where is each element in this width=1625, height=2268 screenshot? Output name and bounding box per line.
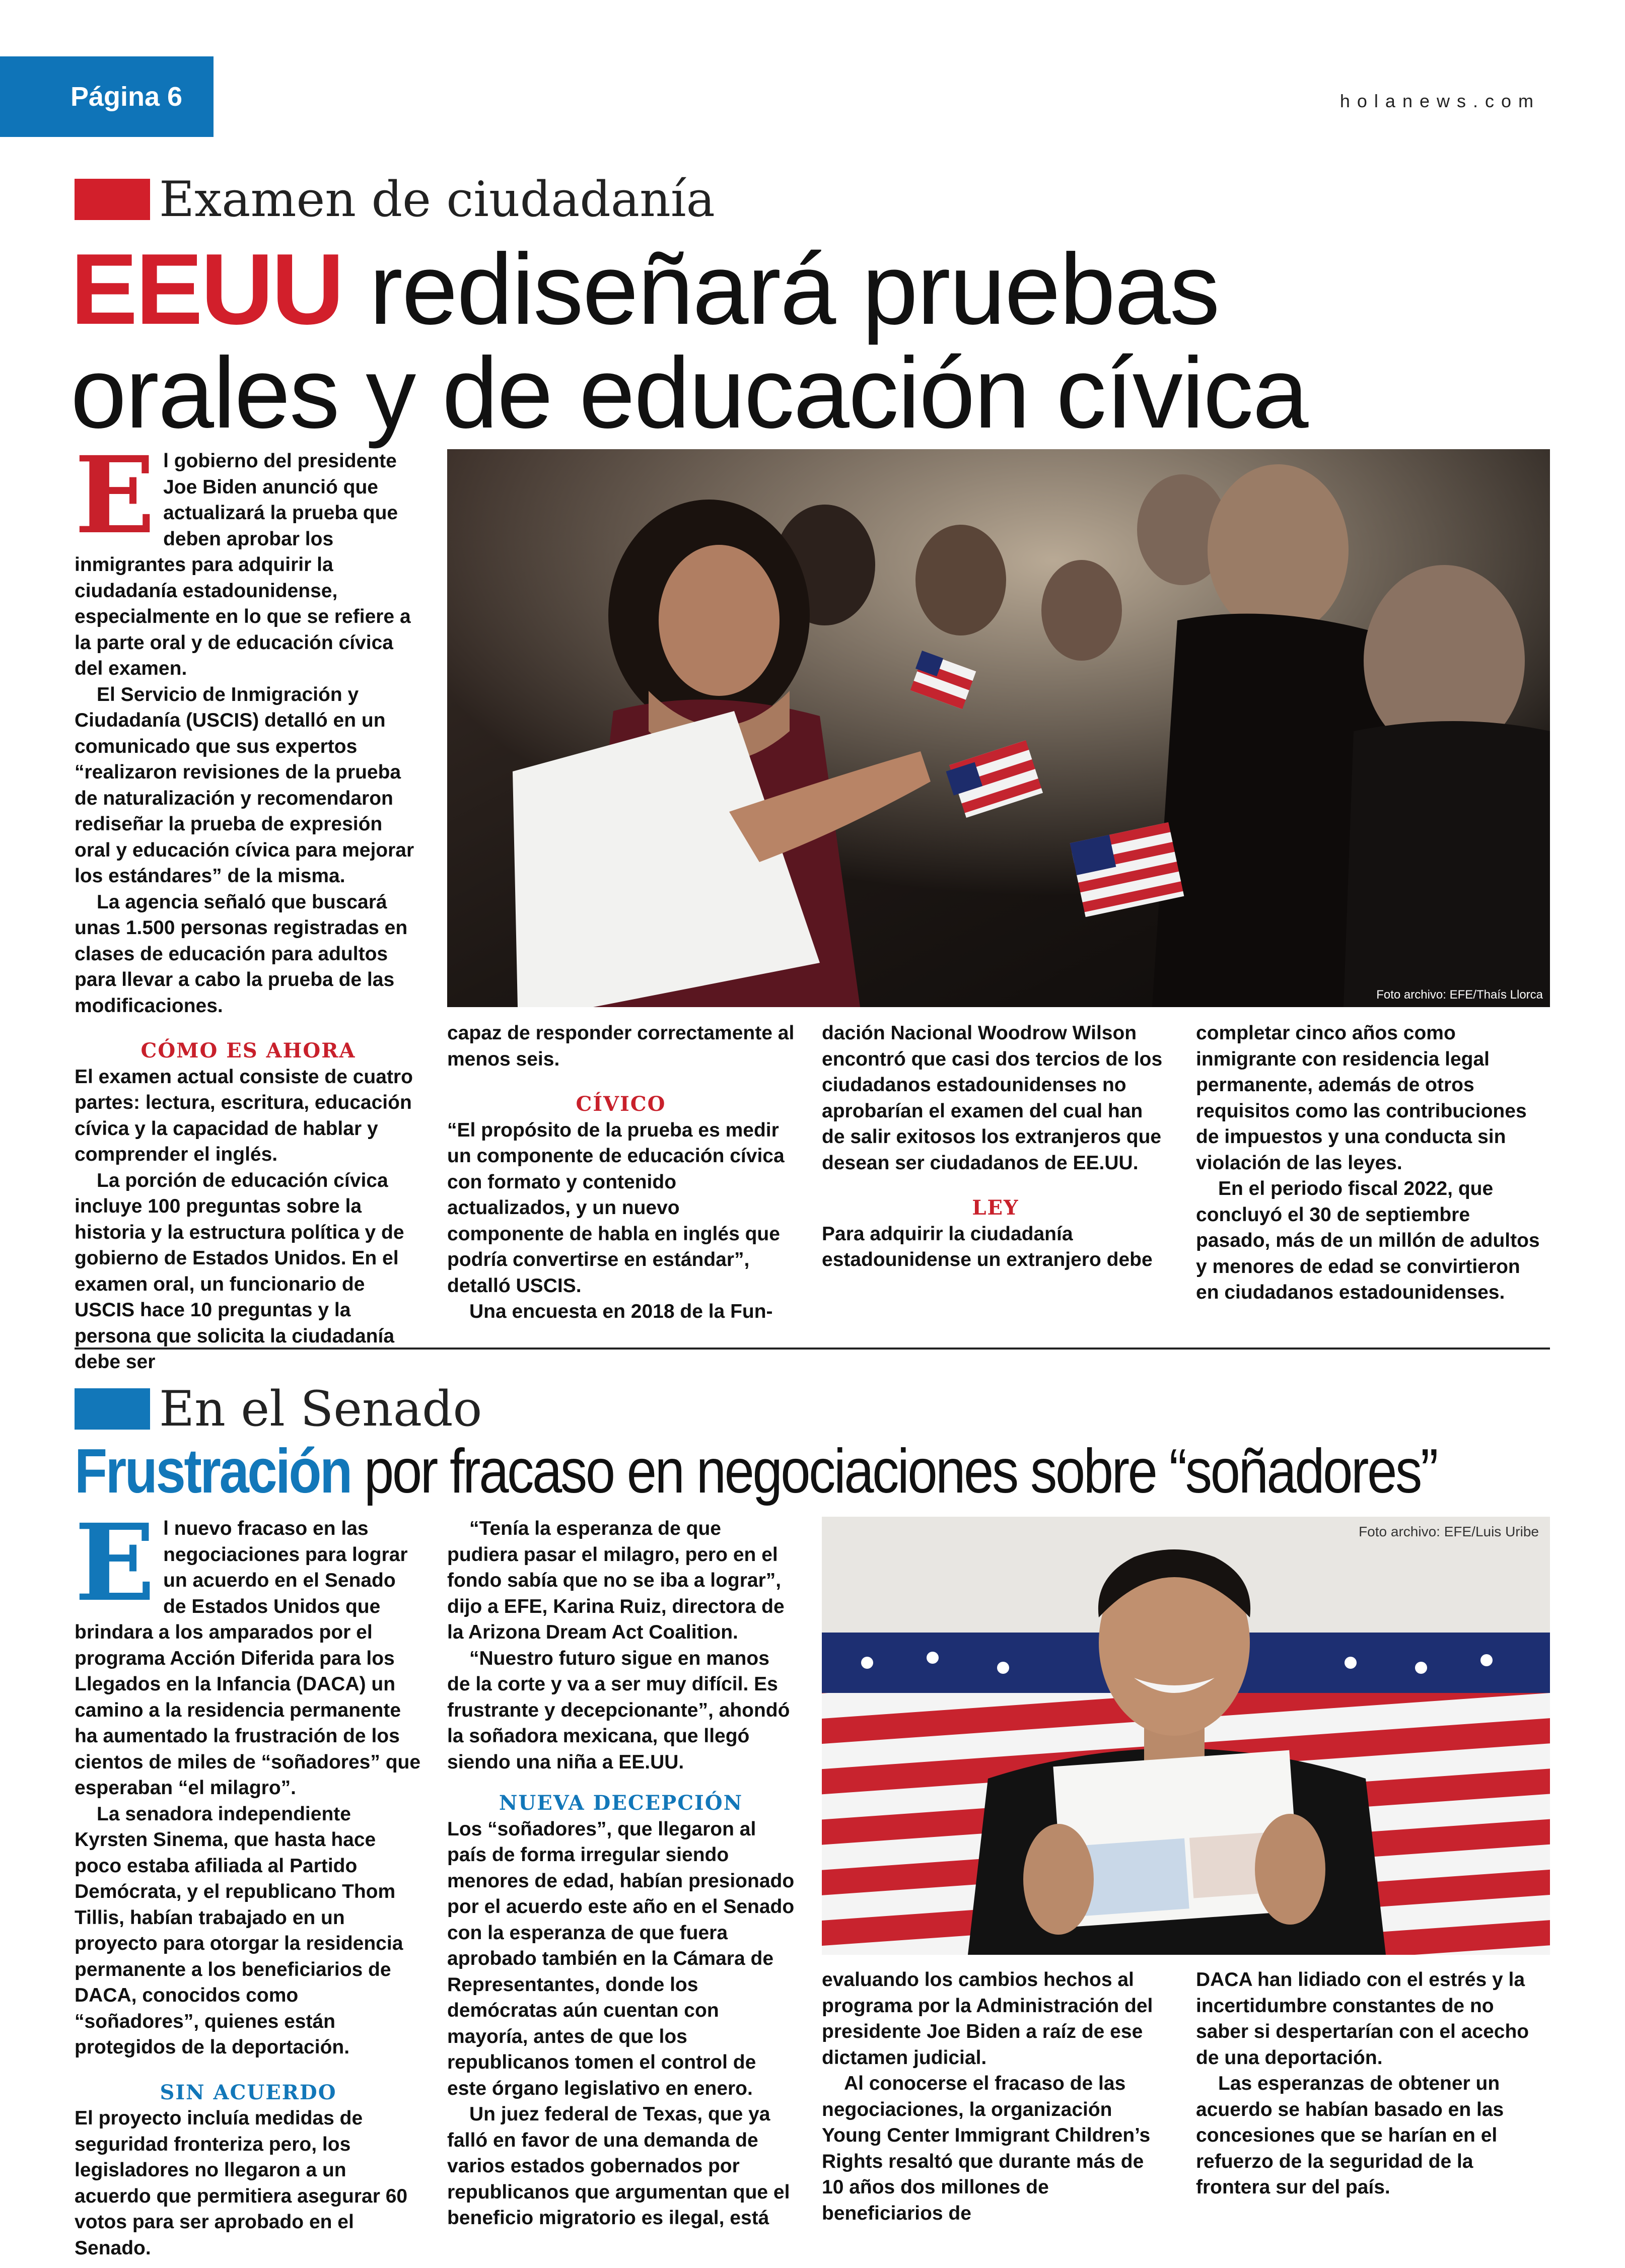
paragraph: DACA han lidiado con el estrés y la incertidumbre constantes de no saber si despertarían con el acecho de una deportación. [1196, 1969, 1529, 2069]
headline-line1 [70, 233, 1581, 345]
headline-accent: EEUU [70, 233, 342, 345]
paragraph: evaluando los cambios hechos al programa por la Administración del presidente Joe Biden a raíz de ese dictamen judicial. [822, 1969, 1153, 2069]
kicker-blue-bar [75, 1388, 150, 1430]
article2-column-4 [1196, 1967, 1548, 2201]
article2-photo [822, 1517, 1550, 1955]
paragraph: “Nuestro futuro sigue en manos de la corte y va a ser muy difícil. Es frustrante y decepcionante”, ahondó la soñadora mexicana, que llegó siendo una niña a EE.UU. [447, 1647, 790, 1773]
article1-column-3 [822, 1020, 1169, 1273]
subhead: NUEVA DECEPCIÓN [499, 1791, 743, 1815]
subhead: CÓMO ES AHORA [140, 1039, 356, 1062]
subhead: CÍVICO [576, 1092, 666, 1116]
headline-line1-rest: rediseñará pruebas [342, 233, 1219, 345]
article1-photo [447, 449, 1550, 1007]
photo-credit: Foto archivo: EFE/Thaís Llorca [1376, 988, 1543, 1002]
page-number-tab [0, 56, 214, 137]
lead-paragraph [75, 433, 422, 682]
article1-column-2 [447, 1020, 795, 1325]
article2-column-2 [447, 1516, 795, 2231]
article2-kicker [75, 1381, 482, 1437]
section-divider [75, 1348, 1550, 1350]
article2-column-1 [75, 1501, 422, 2261]
kicker-text: En el Senado [159, 1381, 482, 1437]
paragraph: Un juez federal de Texas, que ya falló en favor de una demanda de varios estados gobernados por republicanos que argumentan que el beneficio migratorio es ilegal, está [447, 2103, 790, 2229]
article1-headline [70, 233, 1581, 449]
paragraph: Los “soñadores”, que llegaron al país de forma irregular siendo menores de edad, habían presionado por el acuerdo este año en el Senado con la esperanza de que fuera aprobado también en la Cámara de Representantes, donde los demócratas aún cuentan con mayoría, antes de que los republicanos tomen el control de este órgano legislativo en enero. [447, 1818, 795, 2099]
article2-headline [75, 1437, 1437, 1506]
kicker-text: Examen de ciudadanía [159, 171, 715, 228]
article1-column-4 [1196, 1020, 1548, 1306]
paragraph: El Servicio de Inmigración y Ciudadanía (USCIS) detalló en un comunicado que sus expertos “realizaron revisiones de la prueba de naturalización y recomendaron rediseñar la prueba de expresión oral y educación cívica para mejorar los estándares” de la misma. [75, 683, 414, 887]
lead-text: l gobierno del presidente Joe Biden anunció que actualizará la prueba que deben aprobar los inmigrantes para adquirir la ciudadanía estadounidense, especialmente en lo que se refiere a la parte oral y de educación cívica del examen. [75, 450, 411, 679]
paragraph: El examen actual consiste de cuatro partes: lectura, escritura, educación cívica y la capacidad de hablar y comprender el inglés. [75, 1066, 413, 1165]
paragraph: Una encuesta en 2018 de la Fun- [469, 1301, 773, 1322]
site-name[interactable]: holanews.com [1339, 91, 1540, 111]
headline-rest: por fracaso en negociaciones sobre “soñadores” [350, 1437, 1437, 1506]
article1-column-1 [75, 433, 422, 1375]
kicker-red-bar [75, 179, 150, 220]
paragraph: “El propósito de la prueba es medir un componente de educación cívica con formato y contenido actualizados, y un nuevo componente de habla en inglés que podría convertirse en estándar”, detalló USCIS. [447, 1119, 785, 1297]
dreamer-portrait-image [822, 1517, 1550, 1955]
paragraph: El proyecto incluía medidas de seguridad fronteriza pero, los legisladores no llegaron a un acuerdo que permitiera asegurar 60 votos para ser aprobado en el Senado. [75, 2107, 408, 2259]
dropcap: E [75, 433, 156, 557]
paragraph: La agencia señaló que buscará unas 1.500 personas registradas en clases de educación para adultos para llevar a cabo la prueba de las modificaciones. [75, 891, 408, 1017]
paragraph: “Tenía la esperanza de que pudiera pasar el milagro, pero en el fondo sabía que no se iba a lograr”, dijo a EFE, Karina Ruiz, directora de la Arizona Dream Act Coalition. [447, 1518, 785, 1643]
article1-kicker [75, 171, 715, 228]
photo-credit: Foto archivo: EFE/Luis Uribe [1359, 1524, 1539, 1539]
paragraph: completar cinco años como inmigrante con residencia legal permanente, además de otros requisitos como las contribuciones de impuestos y una conducta sin violación de las leyes. [1196, 1022, 1527, 1174]
paragraph: Las esperanzas de obtener un acuerdo se habían basado en las concesiones que se harían en el refuerzo de la seguridad de la frontera sur del país. [1196, 2073, 1504, 2198]
lead-paragraph [75, 1501, 422, 1801]
citizenship-ceremony-image [447, 449, 1550, 1007]
page-label: Página 6 [70, 82, 183, 112]
paragraph: Para adquirir la ciudadanía estadounidense un extranjero debe [822, 1223, 1153, 1270]
headline-line2: orales y de educación cívica [70, 337, 1308, 449]
paragraph: En el periodo fiscal 2022, que concluyó el 30 de septiembre pasado, más de un millón de adultos y menores de edad se convirtieron en ciudadanos estadounidenses. [1196, 1178, 1540, 1303]
dropcap: E [75, 1501, 156, 1625]
paragraph: Al conocerse el fracaso de las negociaciones, la organización Young Center Immigrant Children’s Rights resaltó que durante más de 10 años dos millones de beneficiarios de [822, 2073, 1151, 2224]
subhead: LEY [972, 1196, 1019, 1220]
article2-column-3 [822, 1967, 1169, 2226]
paragraph: capaz de responder correctamente al menos seis. [447, 1022, 795, 1070]
lead-text: l nuevo fracaso en las negociaciones para lograr un acuerdo en el Senado de Estados Unidos que brindara a los amparados por el programa Acción Diferida para los Llegados en la Infancia (DACA) un camino a la residencia permanente ha aumentado la frustración de los cientos de miles de “soñadores” que esperaban “el milagro”. [75, 1518, 421, 1799]
paragraph: La porción de educación cívica incluye 100 preguntas sobre la historia y la estructura política y de gobierno de Estados Unidos. En el examen oral, un funcionario de USCIS hace 10 preguntas y la persona que solicita la ciudadanía debe ser [75, 1169, 404, 1373]
headline-accent: Frustración [75, 1437, 351, 1506]
paragraph: dación Nacional Woodrow Wilson encontró que casi dos tercios de los ciudadanos estadounidenses no aprobarían el examen del cual han de salir exitosos los extranjeros que desean ser ciudadanos de EE.UU. [822, 1022, 1163, 1174]
subhead: SIN ACUERDO [160, 2080, 337, 2104]
paragraph: La senadora independiente Kyrsten Sinema, que hasta hace poco estaba afiliada al Partido Demócrata, y el republicano Thom Tillis, habían trabajado en un proyecto para otorgar la residencia permanente a los beneficiarios de DACA, conocidos como “soñadores”, quienes están protegidos de la deportación. [75, 1803, 403, 2058]
